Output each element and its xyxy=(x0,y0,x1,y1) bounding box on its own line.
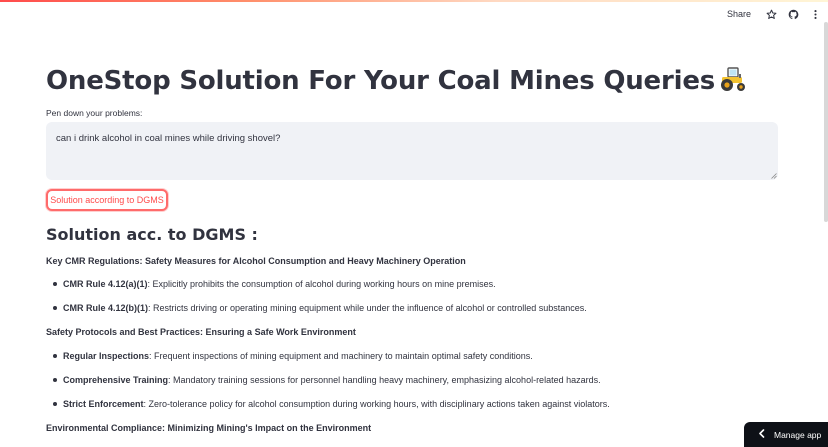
bullet-text: : Zero-tolerance policy for alcohol consumption during working hours, with disciplinary actions taken against violators. xyxy=(143,399,610,409)
list-item xyxy=(53,303,587,313)
bullet-dot xyxy=(53,378,57,382)
app-toolbar xyxy=(727,7,822,21)
bullet-dot xyxy=(53,282,57,286)
bullet-term: Regular Inspections xyxy=(63,351,150,361)
page-title xyxy=(46,66,747,99)
list-item xyxy=(53,375,601,385)
bullet-term: CMR Rule 4.12(a)(1) xyxy=(63,279,148,289)
list-item xyxy=(53,399,610,409)
list-item xyxy=(53,279,496,289)
bullet-term: CMR Rule 4.12(b)(1) xyxy=(63,303,149,313)
list-item xyxy=(53,351,533,361)
problem-input-label: Pen down your problems: xyxy=(46,108,143,118)
section-heading-cmr: Key CMR Regulations: Safety Measures for Alcohol Consumption and Heavy Machinery Operation xyxy=(46,256,466,266)
bullet-dot xyxy=(53,306,57,310)
page-title-text: OneStop Solution For Your Coal Mines Queries xyxy=(46,66,716,96)
section-heading-environment: Environmental Compliance: Minimizing Mining's Impact on the Environment xyxy=(46,423,372,433)
bullet-text: : Explicitly prohibits the consumption of alcohol during working hours on mine premises. xyxy=(147,279,496,289)
solution-button[interactable]: Solution according to DGMS xyxy=(46,189,168,211)
bullet-term: Comprehensive Training xyxy=(63,375,169,385)
top-decoration-bar xyxy=(0,0,828,2)
section-heading-safety: Safety Protocols and Best Practices: Ensuring a Safe Work Environment xyxy=(46,327,356,337)
bullet-dot xyxy=(53,402,57,406)
bullet-term: Strict Enforcement xyxy=(63,399,144,409)
problem-textarea[interactable]: can i drink alcohol in coal mines while driving shovel? xyxy=(46,122,778,180)
bullet-text: : Restricts driving or operating mining equipment while under the influence of alcohol or controlled substances. xyxy=(148,303,587,313)
bullet-dot xyxy=(53,354,57,358)
manage-app-label: Manage app xyxy=(774,429,822,440)
solution-section-title: Solution acc. to DGMS : xyxy=(46,225,258,244)
bullet-text: : Frequent inspections of mining equipment and machinery to maintain optimal safety conditions. xyxy=(149,351,533,361)
github-icon[interactable] xyxy=(786,7,800,21)
share-button[interactable]: Share xyxy=(726,9,751,19)
resize-handle-icon[interactable] xyxy=(771,173,777,179)
star-icon[interactable] xyxy=(764,7,778,21)
more-vertical-icon[interactable] xyxy=(808,7,822,21)
chevron-left-icon xyxy=(758,429,765,440)
bullet-text: : Mandatory training sessions for personnel handling heavy machinery, emphasizing alcohol-related hazards. xyxy=(168,375,601,385)
manage-app-button[interactable] xyxy=(744,422,828,447)
tractor-icon xyxy=(719,66,747,99)
page-scrollbar[interactable] xyxy=(824,22,828,222)
